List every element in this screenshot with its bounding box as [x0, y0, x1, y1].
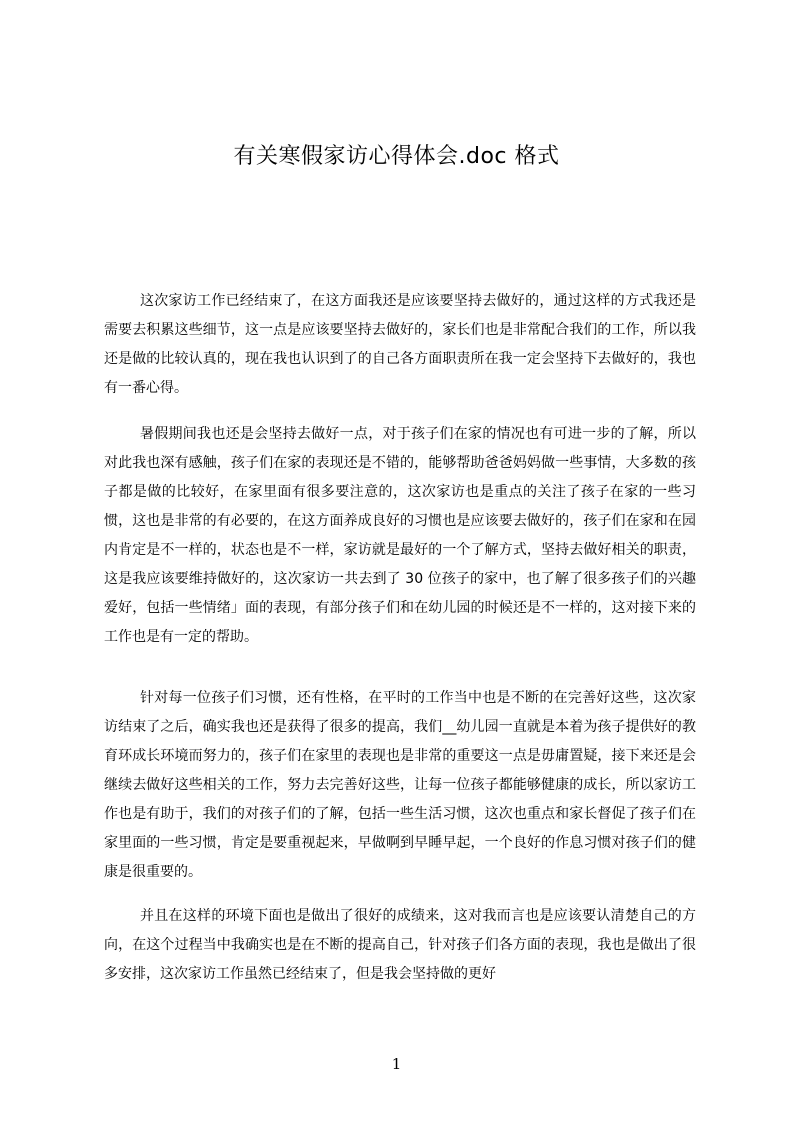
- paragraph-text: 这次家访工作已经结束了，在这方面我还是应该要坚持去做好的，通过这样的方式我还是需要去积累这些细节，这一点是应该要坚持去做好的，家长们也是非常配合我们的工作，所以我还是做的比较认真的，现在我也认识到了的自己各方面职责所在我一定会坚持下去做好的，我也有一番心得。: [104, 293, 696, 396]
- paragraph-1: [104, 287, 696, 403]
- paragraph-2: [104, 420, 696, 652]
- paragraph-text: 针对每一位孩子们习惯，还有性格，在平时的工作当中也是不断的在完善好这些，这次家访结束了之后，确实我也还是获得了很多的提高，我们__幼儿园一直就是本着为孩子提供好的教育环成长环境而努力的，孩子们在家里的表现也是非常的重要这一点是毋庸置疑，接下来还是会继续去做好这些相关的工作，努力去完善好这些，让每一位孩子都能够健康的成长，所以家访工作也是有助于，我们的对孩子们的了解，包括一些生活习惯，这次也重点和家长督促了孩子们在家里面的一些习惯，肯定是要重视起来，早做啊到早睡早起，一个良好的作息习惯对孩子们的健康是很重要的。: [104, 690, 696, 880]
- paragraph-4: [104, 902, 696, 989]
- paragraph-text: 暑假期间我也还是会坚持去做好一点，对于孩子们在家的情况也有可进一步的了解，所以对此我也深有感触，孩子们在家的表现还是不错的，能够帮助爸爸妈妈做一些事情，大多数的孩子都是做的比较好，在家里面有很多要注意的，这次家访也是重点的关注了孩子在家的一些习惯，这也是非常的有必要的，在这方面养成良好的习惯也是应该要去做好的，孩子们在家和在园内肯定是不一样的，状态也是不一样，家访就是最好的一个了解方式，坚持去做好相关的职责，这是我应该要维持做好的，这次家访一共去到了 30 位孩子的家中，也了解了很多孩子们的兴趣爱好，包括一些情绪」面的表现，有部分孩子们和在幼儿园的时候还是不一样的，这对接下来的工作也是有一定的帮助。: [104, 426, 696, 645]
- page-number: 1: [391, 1055, 402, 1073]
- paragraph-text: 并且在这样的环境下面也是做出了很好的成绩来，这对我而言也是应该要认清楚自己的方向，在这个过程当中我确实也是在不断的提高自己，针对孩子们各方面的表现，我也是做出了很多安排，这次家访工作虽然已经结束了，但是我会坚持做的更好: [104, 908, 696, 982]
- document-title: 有关寒假家访心得体会.doc 格式: [233, 144, 560, 169]
- paragraph-3: [104, 684, 696, 887]
